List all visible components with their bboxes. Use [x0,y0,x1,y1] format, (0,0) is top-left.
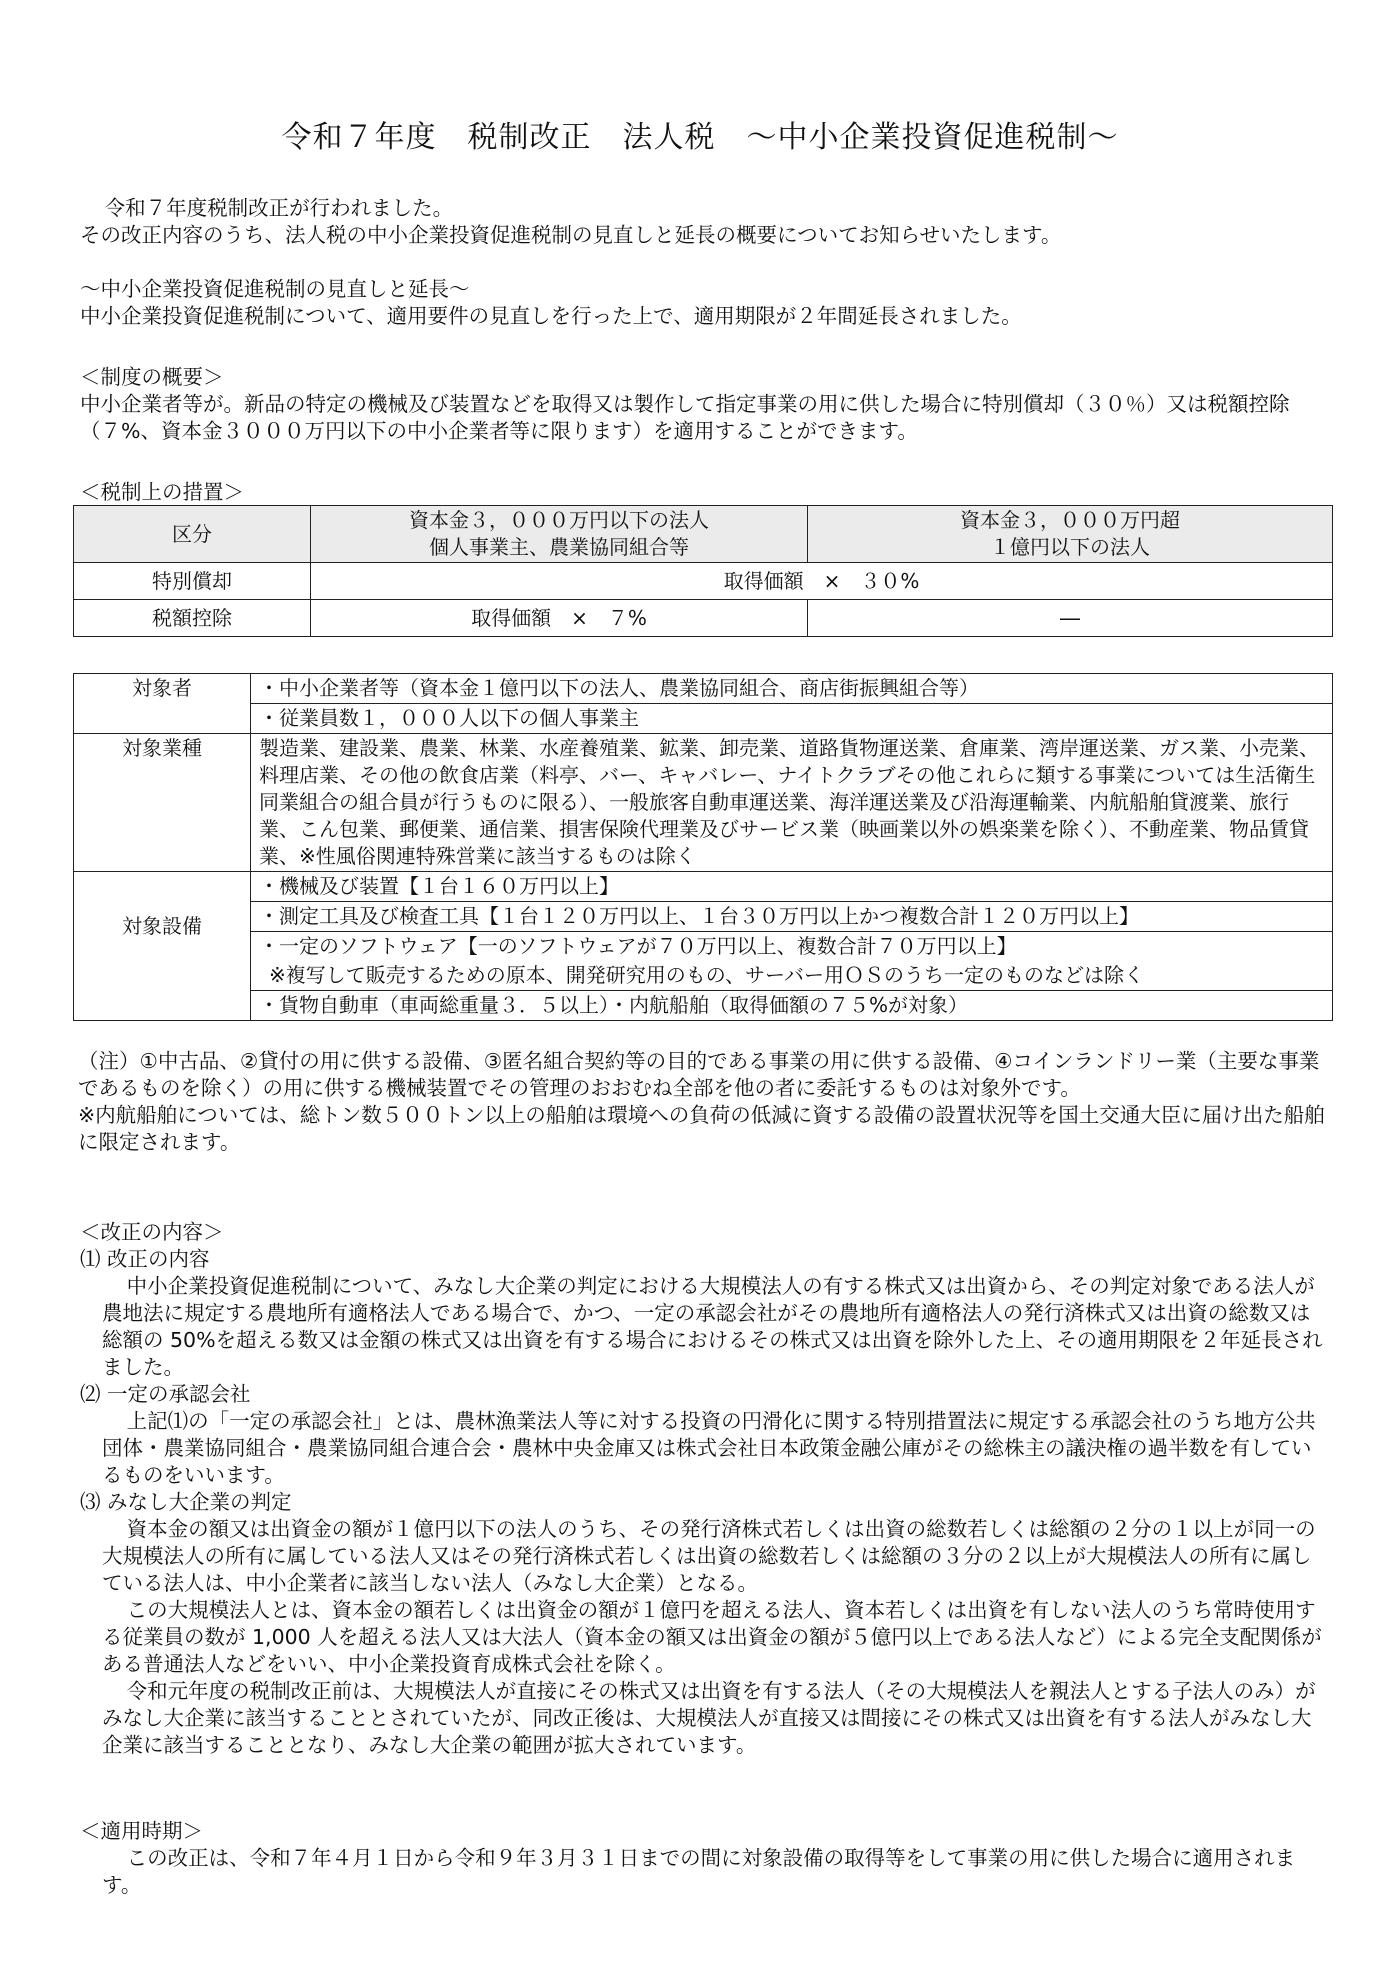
targets-row-equipment-3b [74,961,1333,991]
notes-section [78,1048,1332,1156]
measures-header-row [74,506,1333,563]
measures-row-depreciation [74,563,1333,600]
revision-heading: ＜改正の内容＞ [80,1220,224,1244]
period-text: この改正は、令和７年４月１日から令和９年３月３１日までの間に対象設備の取得等をして事業の用に供した場合に適用されます。 [102,1846,1296,1897]
equipment-item-3b: ※複写して販売するための原本、開発研究用のもの、サーバー用ＯＳのうち一定のものなどは除く [251,961,1333,991]
tax-credit-value-mid: ― [808,600,1333,637]
measures-heading: ＜税制上の措置＞ [80,480,244,504]
equipment-item-1: ・機械及び装置【１台１６０万円以上】 [251,872,1333,902]
revision-s3-para-1: 資本金の額又は出資金の額が１億円以下の法人のうち、その発行済株式若しくは出資の総数若しくは総額の２分の１以上が同一の大規模法人の所有に属している法人又はその発行済株式若しくは出資の総数若しくは総額の３分の２以上が大規模法人の所有に属している法人は、中小企業者に該当しない法人（みなし大企業）となる。 [102,1517,1316,1595]
targets-row-industry [74,734,1333,872]
depreciation-label: 特別償却 [74,563,311,600]
overview-text: 中小企業者等が。新品の特定の機械及び装置などを取得又は製作して指定事業の用に供した場合に特別償却（３０％）又は税額控除（７%、資本金３０００万円以下の中小企業者等に限ります）を適用することができます。 [80,392,1290,443]
revision-s2-text: 上記⑴の「一定の承認会社」とは、農林漁業法人等に対する投資の円滑化に関する特別措置法に規定する承認会社のうち地方公共団体・農業協同組合・農業協同組合連合会・農林中央金庫又は株式会社日本政策金融公庫がその総株主の議決権の過半数を有しているものをいいます。 [102,1409,1316,1487]
revision-section [80,1219,1330,1759]
tax-credit-label: 税額控除 [74,600,311,637]
targets-row-equipment-3 [74,932,1333,962]
period-heading: ＜適用時期＞ [80,1819,203,1843]
revision-s1-text: 中小企業投資促進税制について、みなし大企業の判定における大規模法人の有する株式又は出資から、その判定対象である法人が農地法に規定する農地所有適格法人である場合で、かつ、一定の承認会社がその農地所有適格法人の発行済株式又は出資の総数又は総額の 50%を超える数又は金額の株式又は出資を有する場合におけるその株式又は出資を除外した上、その適用期限を２年延長されました。 [102,1274,1323,1379]
review-heading: ～中小企業投資促進税制の見直しと延長～ [80,277,470,301]
measures-row-tax-credit [74,600,1333,637]
measures-col-mid [808,506,1333,563]
note-2: ※内航船舶については、総トン数５００トン以上の船舶は環境への負荷の低減に資する設備の設置状況等を国土交通大臣に届け出た船舶に限定されます。 [78,1103,1325,1154]
period-section [80,1818,1330,1899]
measures-table [73,505,1333,637]
intro-line-2: その改正内容のうち、法人税の中小企業投資促進税制の見直しと延長の概要についてお知らせいたします。 [80,223,1062,247]
revision-s3-heading: ⑶ みなし大企業の判定 [80,1490,292,1514]
targets-row-subject-2 [74,704,1333,734]
industry-label: 対象業種 [74,734,251,872]
targets-row-equipment-4 [74,991,1333,1021]
subject-item-1: ・中小企業者等（資本金１億円以下の法人、農業協同組合、商店街振興組合等） [251,674,1333,704]
intro-section [80,195,1330,249]
intro-line-1: 令和７年度税制改正が行われました。 [104,196,454,220]
equipment-item-2: ・測定工具及び検査工具【１台１２０万円以上、１台３０万円以上かつ複数合計１２０万円以上】 [251,902,1333,932]
measures-col-small-line1: 資本金３，０００万円以下の法人 [409,508,709,532]
equipment-item-4: ・貨物自動車（車両総重量３．５以上）・内航船舶（取得価額の７５%が対象） [251,991,1333,1021]
targets-row-equipment-2 [74,902,1333,932]
equipment-item-3a: ・一定のソフトウェア【一のソフトウェアが７０万円以上、複数合計７０万円以上】 [251,932,1333,962]
note-1: （注）①中古品、②貸付の用に供する設備、③匿名組合契約等の目的である事業の用に供する設備、④コインランドリー業（主要な事業であるものを除く）の用に供する機械装置でその管理のおおむね全部を他の者に委託するものは対象外です。 [78,1049,1320,1100]
revision-s2-heading: ⑵ 一定の承認会社 [80,1382,251,1406]
measures-col-small-line2: 個人事業主、農業協同組合等 [429,535,689,559]
review-section [80,276,1330,330]
targets-row-subject [74,674,1333,704]
depreciation-value: 取得価額 × ３０% [311,563,1333,600]
subject-item-2: ・従業員数１，０００人以下の個人事業主 [251,704,1333,734]
equipment-label: 対象設備 [74,872,251,1021]
measures-col-category: 区分 [74,506,311,563]
targets-row-equipment-1 [74,872,1333,902]
tax-credit-value-small: 取得価額 × ７% [311,600,808,637]
overview-heading: ＜制度の概要＞ [80,365,224,389]
revision-s3-para-2: この大規模法人とは、資本金の額若しくは出資金の額が１億円を超える法人、資本若しくは出資を有しない法人のうち常時使用する従業員の数が 1,000 人を超える法人又は大法人（資本金の額又は出資金の額が５億円以上である法人など）による完全支配関係がある普通法人などをいい、中小企業投資育成株式会社を除く。 [102,1598,1322,1676]
measures-col-small [311,506,808,563]
subject-label: 対象者 [74,674,251,734]
targets-table [73,673,1333,1021]
revision-s3-para-3: 令和元年度の税制改正前は、大規模法人が直接にその株式又は出資を有する法人（その大規模法人を親法人とする子法人のみ）がみなし大企業に該当することとされていたが、同改正後は、大規模法人が直接又は間接にその株式又は出資を有する法人がみなし大企業に該当することとなり、みなし大企業の範囲が拡大されています。 [102,1679,1316,1757]
overview-section [80,364,1330,445]
measures-col-mid-line2: １億円以下の法人 [990,535,1150,559]
document-title: 令和７年度 税制改正 法人税 ～中小企業投資促進税制～ [281,120,1119,155]
measures-col-mid-line1: 資本金３，０００万円超 [960,508,1180,532]
review-text: 中小企業投資促進税制について、適用要件の見直しを行った上で、適用期限が２年間延長されました。 [80,304,1022,328]
revision-s1-heading: ⑴ 改正の内容 [80,1247,210,1271]
industry-text: 製造業、建設業、農業、林業、水産養殖業、鉱業、卸売業、道路貨物運送業、倉庫業、湾岸運送業、ガス業、小売業、料理店業、その他の飲食店業（料亭、バー、キャバレー、ナイトクラブその他これらに類する事業については生活衛生同業組合の組合員が行うものに限る）、一般旅客自動車運送業、海洋運送業及び沿海運輸業、内航船舶貸渡業、旅行業、こん包業、郵便業、通信業、損害保険代理業及びサービス業（映画業以外の娯楽業を除く）、不動産業、物品賃貸業、※性風俗関連特殊営業に該当するものは除く [251,734,1333,872]
